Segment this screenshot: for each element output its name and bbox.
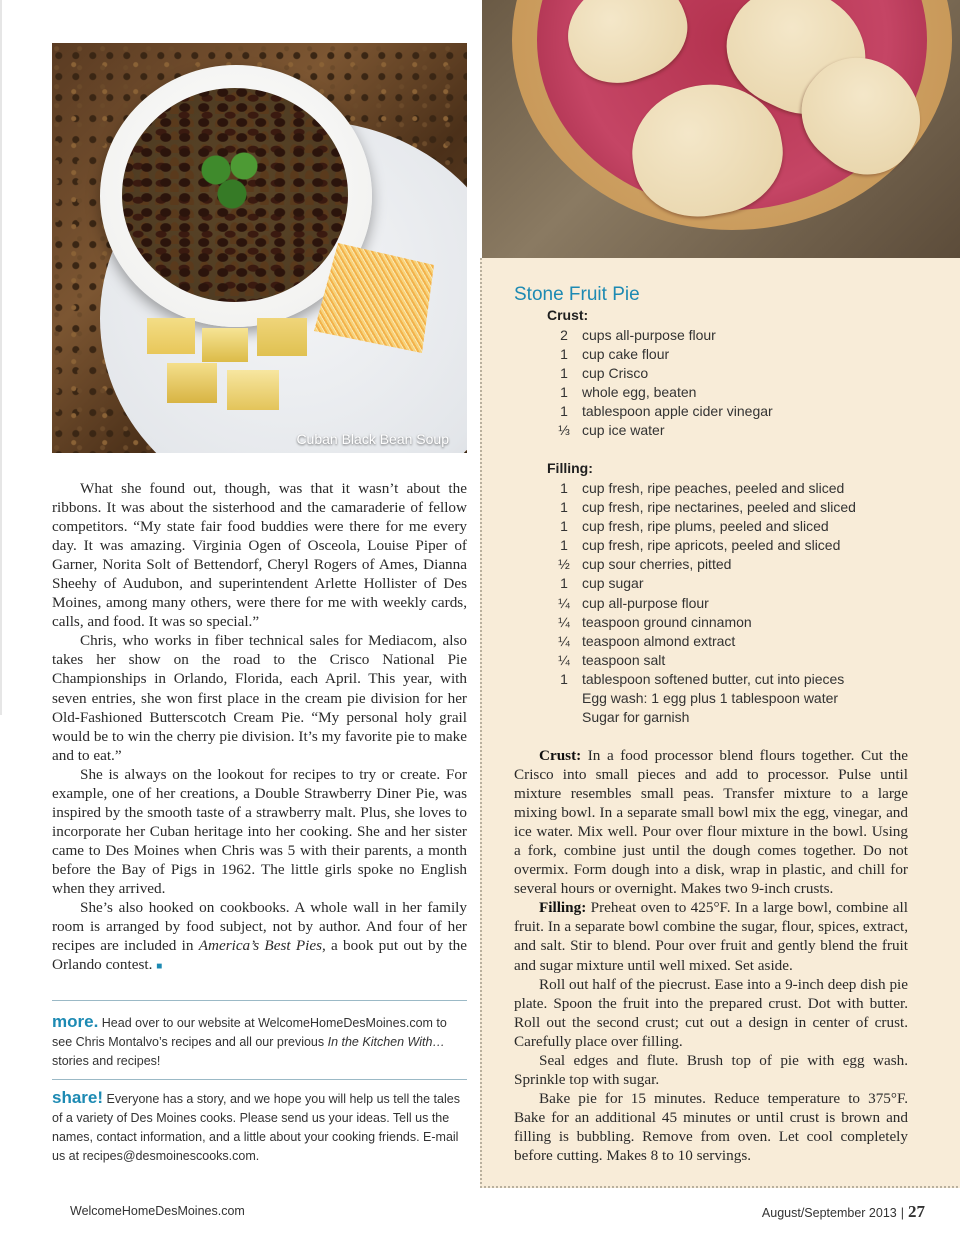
ingredient-name: cup ice water [582,422,665,439]
book-title: America’s Best Pies [198,937,322,955]
ingredient-name: teaspoon almond extract [582,632,736,649]
method-paragraph: Roll out half of the piecrust. Ease into a 9-inch deep dish pie plate. Spoon the fruit into the prepared crust. Dot with butter. Roll out the second crust; cut out a design in center of crust. Carefully place over filling. [514,975,908,1050]
method-crust-label: Crust: [539,747,582,764]
ingredient-quantity: ¼ [558,594,570,611]
end-mark-icon: ■ [156,961,163,973]
method-filling-paragraph [514,898,908,974]
method-paragraph: Bake pie for 15 minutes. Reduce temperature to 375°F. Bake for an additional 45 minutes or until crust is brown and filling is bubbling. Remove from oven. Let cool completely before cutting. Makes 8 to 10 servings. [514,1089,908,1164]
ingredient-row [546,517,856,536]
ingredient-name: cup sugar [582,575,644,592]
ingredient-name: cup Crisco [582,365,649,382]
issue-date: August/September 2013 [761,1206,897,1220]
ingredient-name: teaspoon salt [582,651,666,668]
ingredient-quantity: ¼ [558,632,570,649]
ingredient-name: Egg wash: 1 egg plus 1 tablespoon water [582,690,839,707]
article-text: She’s also hooked on cookbooks. A whole wall in her family room is arranged by food subject, not by author. And four of her recipes are included in [52,899,467,955]
ingredient-name: teaspoon ground cinnamon [582,613,752,630]
ingredient-row [546,574,856,593]
ingredient-quantity: 1 [560,537,568,554]
ingredient-row [546,536,856,555]
ingredient-name: cup fresh, ripe plums, peeled and sliced [582,518,829,535]
ingredient-name: tablespoon softened butter, cut into pieces [582,670,845,687]
ingredient-row [546,613,856,632]
footer-issue [762,1202,925,1222]
ingredient-quantity: ⅓ [558,422,570,439]
page-number: 27 [908,1202,925,1221]
pie-photo [482,0,960,258]
recipe-method [514,746,908,1165]
ingredient-row [546,594,856,613]
ingredient-row [546,498,856,517]
filling-ingredient-list [546,479,856,727]
ingredient-name: cup fresh, ripe apricots, peeled and sliced [582,537,841,554]
article-paragraph: What she found out, though, was that it wasn’t about the ribbons. It was about the sisterhood and the camaraderie of fellow competitors. “My state fair food buddies were there for me every day. It was amazing. Virginia Ogen of Osceola, Louise Piper of Garner, Norita Solt of Bettendorf, Cheryl Rogers of Ames, Dianna Sheehy of Audubon, and superintendent Arlette Hollister of Des Moines, among many others, were there for me with weekly cards, calls, and food. It was so special.” [52,480,467,631]
crust-heading: Crust: [547,307,589,323]
ingredient-name: cups all-purpose flour [582,327,716,343]
ingredient-name: cup fresh, ripe nectarines, peeled and sliced [582,499,856,516]
page-edge-shadow [0,0,2,715]
ingredient-row [546,383,773,402]
divider [52,1079,467,1080]
ingredient-quantity: 1 [560,499,568,516]
divider [52,1000,467,1001]
article-body [52,479,467,976]
ingredient-quantity: ¼ [558,613,570,630]
footer-separator: | [900,1206,904,1220]
article-paragraph: She is always on the lookout for recipes to try or create. For example, one of her creations, a Double Strawberry Diner Pie, was inspired by the smooth taste of a strawberry malt. Plus, she loves to incorporate her Cuban heritage into her cooking. She and her sister came to Des Moines when Chris was 5 with their parents, a month before the Bay of Pigs in 1962. The little girls spoke no English when they arrived. [52,765,467,897]
ingredient-quantity: 1 [560,365,568,382]
more-series-title: In the Kitchen With… [327,1035,445,1049]
more-text: Head over to our website at WelcomeHomeDesMoines.com to see Chris Montalvo’s recipes and all our previous [52,1016,447,1049]
ingredient-row [546,345,773,364]
footer-site: WelcomeHomeDesMoines.com [70,1204,245,1218]
more-lead: more. [52,1012,99,1031]
ingredient-name: cup all-purpose flour [582,594,709,611]
ingredient-quantity: 1 [560,384,568,401]
ingredient-quantity: 2 [560,327,568,343]
article-text: , a book put out by the Orlando contest. [52,937,468,974]
cilantro-garnish-image [192,138,272,218]
ingredient-quantity: ½ [558,556,570,573]
soup-photo [52,43,467,453]
more-text: stories and recipes! [52,1054,161,1068]
share-text: Everyone has a story, and we hope you will help us tell the tales of a variety of Des Moines cooks. Please send us your ideas. Tell us the names, contact information, and a little about your cooking friends. E-mail us at recipes@desmoinescooks.com. [52,1092,460,1163]
method-paragraph: Seal edges and flute. Brush top of pie with egg wash. Sprinkle top with sugar. [514,1051,908,1088]
ingredient-name: tablespoon apple cider vinegar [582,403,773,420]
method-filling-text: Preheat oven to 425°F. In a large bowl, combine all fruit. In a separate bowl combine the sugar, flour, spices, extract, and salt. Stir to blend. Pour over fruit and gently blend the fruit and sugar mixture until well mixed. Set aside. [514,899,908,974]
ingredient-quantity: 1 [560,518,568,535]
recipe-title: Stone Fruit Pie [514,284,640,305]
ingredient-row [546,632,856,651]
ingredient-row [546,555,856,574]
article-paragraph: Chris, who works in fiber technical sales for Mediacom, also takes her show on the road to the Crisco National Pie Championships in Orlando, Florida, each April. This year, with seven entries, she won first place in the cream pie division for her Old-Fashioned Butterscotch Cream Pie. “My personal holy grail would be to win the cherry pie division. It’s my favorite pie to make and to eat.” [52,632,467,764]
ingredient-quantity: 1 [560,670,568,687]
ingredient-name: Sugar for garnish [582,709,690,726]
ingredient-row [546,364,773,383]
ingredient-row [546,708,856,727]
filling-heading: Filling: [547,460,593,476]
crust-ingredient-list [546,326,773,441]
ingredient-name: cup cake flour [582,346,670,363]
ingredient-row [546,402,773,421]
ingredient-row [546,670,856,689]
plantain-image [147,318,317,423]
ingredient-quantity: ¼ [558,651,570,668]
ingredient-quantity: 1 [560,575,568,592]
method-filling-label: Filling: [539,899,587,917]
share-lead: share! [52,1088,104,1107]
method-crust-paragraph [514,746,908,898]
more-promo [52,1012,467,1071]
method-crust-text: In a food processor blend flours together. Cut the Crisco into small pieces and add to processor. Pulse until mixture resembles small peas. Transfer mixture to a large mixing bowl. In a separate small bowl mix the egg, vinegar, and ice water. Mix well. Pour over flour mixture in the bowl. Using a fork, combine just until the dough comes together. Do not overmix. Form dough into a disk, wrap in plastic, and chill for several hours or overnight. Makes two 9-inch crusts. [514,747,908,898]
ingredient-row [546,421,773,440]
share-promo [52,1088,467,1166]
ingredient-quantity: 1 [560,403,568,420]
ingredient-name: cup fresh, ripe peaches, peeled and sliced [582,480,845,496]
ingredient-row [546,651,856,670]
ingredient-row [546,326,773,345]
ingredient-name: cup sour cherries, pitted [582,556,732,573]
ingredient-row [546,689,856,708]
photo-caption: Cuban Black Bean Soup [296,431,449,447]
ingredient-quantity: 1 [560,480,568,496]
ingredient-name: whole egg, beaten [582,384,697,401]
article-paragraph [52,898,467,976]
ingredient-quantity: 1 [560,346,568,363]
ingredient-row [546,479,856,498]
